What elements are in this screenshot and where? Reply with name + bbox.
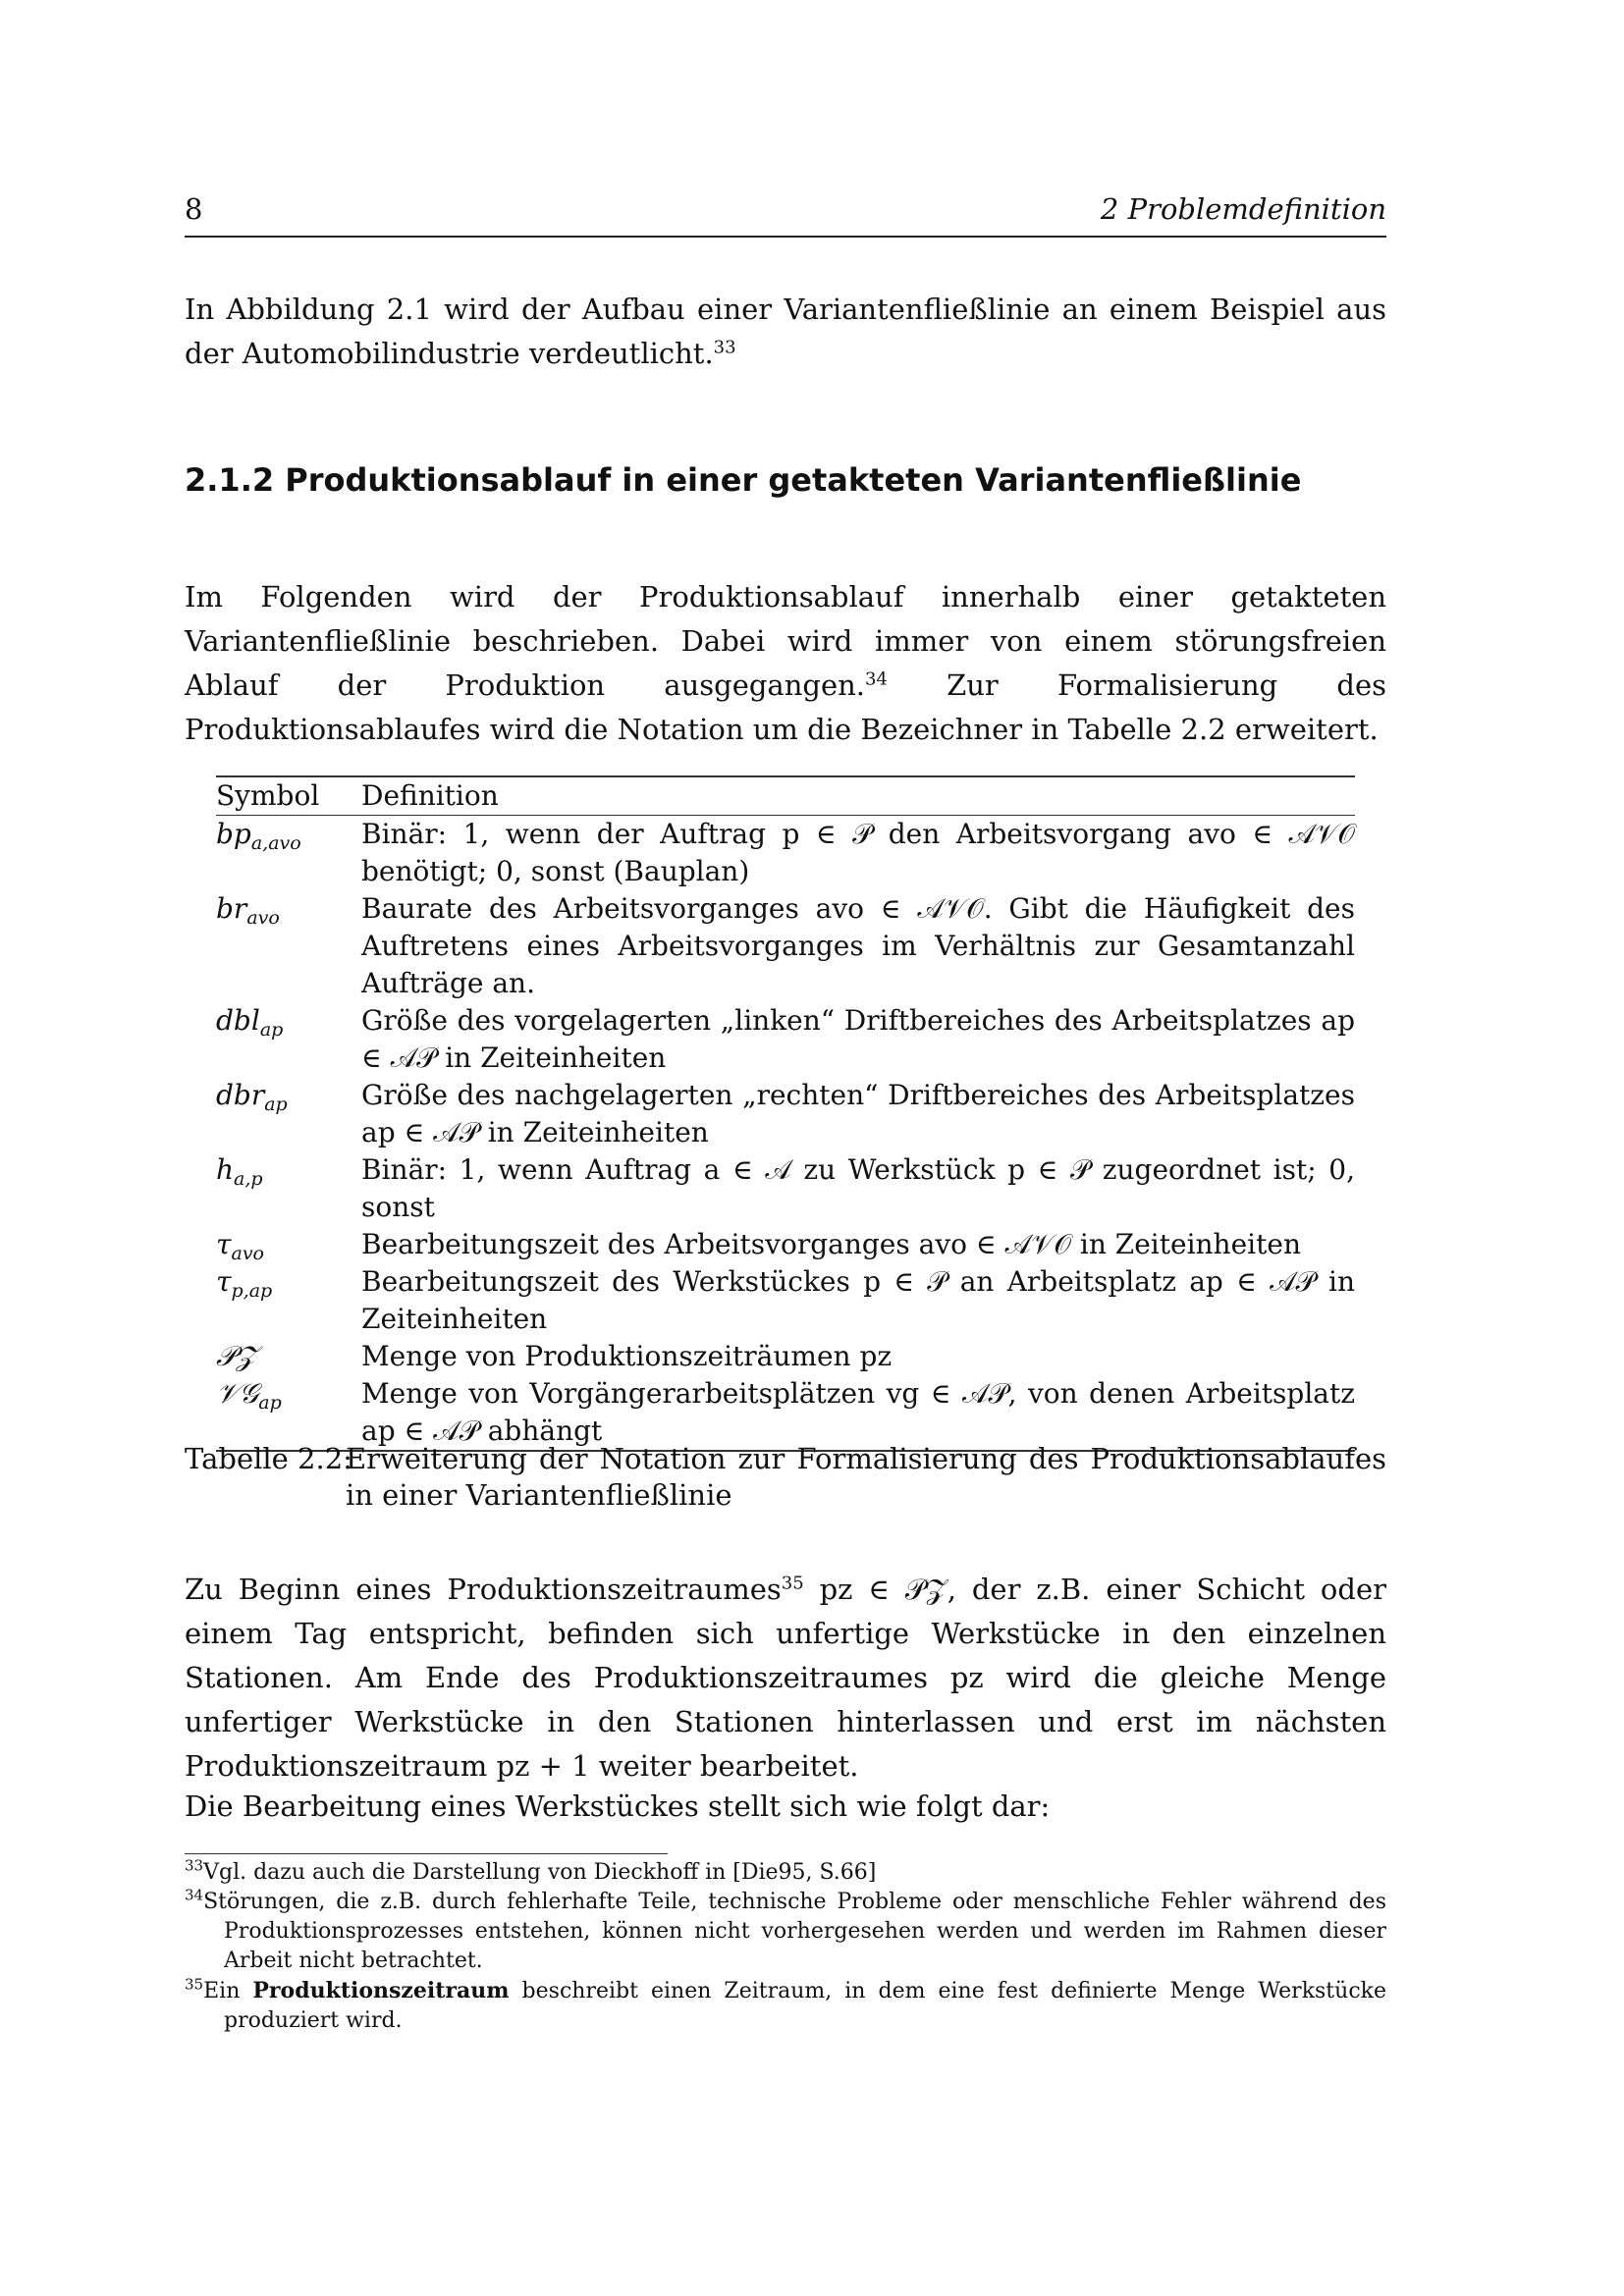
running-chapter-title: 2 Problemdefinition xyxy=(1100,192,1386,226)
footnote-33: $^{33}$Vgl. dazu auch die Darstellung von Dieckhoff in [Die95, S.66] xyxy=(185,1856,877,1885)
body-paragraph-4: Die Bearbeitung eines Werkstückes stellt sich wie folgt dar: xyxy=(185,1789,1051,1823)
section-heading: 2.1.2 Produktionsablauf in einer getakteten Variantenfließlinie xyxy=(185,461,1302,499)
definition-cell: Bearbeitungszeit des Werkstückes p ∈ 𝒫 an Arbeitsplatz ap ∈ 𝒜𝒫 in Zeiteinheiten xyxy=(361,1265,1355,1335)
caption-text: Erweiterung der Notation zur Formalisierung des Produktionsablaufes in einer Variantenfließlinie xyxy=(346,1442,1386,1512)
symbol-cell: $h_{a,p}$ xyxy=(216,1153,263,1190)
para2-text-b: Zur Formalisierung des Produktionsablaufes wird die Notation um die Bezeichner in Tabelle 2.2 erweitert. xyxy=(185,668,1387,746)
table-row xyxy=(216,1002,1355,1077)
definition-cell: Menge von Vorgängerarbeitsplätzen vg ∈ 𝒜𝒫, von denen Arbeitsplatz ap ∈ 𝒜𝒫 abhängt xyxy=(361,1377,1355,1447)
table-header-row xyxy=(216,776,1355,816)
table-caption xyxy=(185,1441,1386,1514)
footnote-ref-33[interactable]: 33 xyxy=(713,337,736,358)
footnote-ref-34[interactable]: 34 xyxy=(865,668,888,690)
table-row xyxy=(216,1151,1355,1226)
para2-text-a: Im Folgenden wird der Produktionsablauf innerhalb einer getakteten Variantenfließlinie beschrieben. Dabei wird immer von einem störungsfreien Ablauf der Produktion ausgegangen. xyxy=(185,580,1386,702)
definition-cell: Baurate des Arbeitsvorganges avo ∈ 𝒜𝒱𝒪. Gibt die Häufigkeit des Auftretens eines Arbeitsvorganges im Verhältnis zur Gesamtanzahl Aufträge an. xyxy=(361,892,1355,999)
caption-label: Tabelle 2.2: xyxy=(185,1442,352,1475)
table-row xyxy=(216,890,1355,1002)
para3-text-a: Zu Beginn eines Produktionszeitraumes xyxy=(185,1573,782,1606)
symbol-cell: dbl$_{ap}$ xyxy=(216,1004,284,1041)
notation-table xyxy=(216,775,1355,1452)
definition-cell: Menge von Produktionszeiträumen pz xyxy=(361,1340,893,1372)
intro-text: In Abbildung 2.1 wird der Aufbau einer Variantenfließlinie an einem Beispiel aus der Automobilindustrie verdeutlicht. xyxy=(185,293,1386,370)
symbol-cell: $br_{avo}$ xyxy=(216,892,280,929)
table-row xyxy=(216,1077,1355,1151)
definition-cell: Binär: 1, wenn der Auftrag p ∈ 𝒫 den Arbeitsvorgang avo ∈ 𝒜𝒱𝒪 benötigt; 0, sonst (Bauplan) xyxy=(361,818,1355,887)
symbol-cell: dbr$_{ap}$ xyxy=(216,1079,288,1115)
symbol-cell: $\tau_{avo}$ xyxy=(216,1228,265,1264)
page-number: 8 xyxy=(185,192,203,226)
footnote-35: $^{35}$Ein Produktionszeitraum beschreibt einen Zeitraum, in dem eine fest definierte Menge Werkstücke produziert wird. xyxy=(185,1975,1386,2033)
page-header xyxy=(185,192,1386,238)
para3-text-b: pz ∈ 𝒫𝒵, der z.B. einer Schicht oder einem Tag entspricht, befinden sich unfertige Werkstücke in den einzelnen Stationen. Am Ende des Produktionszeitraumes pz wird die gleiche Menge unfertiger Werkstücke in den Stationen hinterlassen und erst im nächsten Produktionszeitraum pz + 1 weiter bearbeitet. xyxy=(185,1573,1386,1783)
body-paragraph-3 xyxy=(185,1568,1386,1789)
intro-paragraph xyxy=(185,288,1386,376)
table-row xyxy=(216,816,1355,891)
symbol-cell: $bp_{a,avo}$ xyxy=(216,818,301,854)
header-definition: Definition xyxy=(361,779,499,812)
table-row xyxy=(216,1263,1355,1338)
symbol-cell: 𝒱𝒢$_{ap}$ xyxy=(216,1377,282,1414)
table-row xyxy=(216,1375,1355,1451)
table-row xyxy=(216,1226,1355,1263)
footnote-ref-35[interactable]: 35 xyxy=(781,1573,804,1594)
symbol-cell: $\tau_{p,ap}$ xyxy=(216,1265,273,1302)
footnotes xyxy=(185,1858,1386,2036)
table-row xyxy=(216,1338,1355,1375)
header-symbol: Symbol xyxy=(216,779,320,812)
footnote-34: $^{34}$Störungen, die z.B. durch fehlerhafte Teile, technische Probleme oder menschliche Fehler während des Produktionsprozesses entstehen, können nicht vorhergesehen werden und werden im Rahmen dieser Arbeit nicht betrachtet. xyxy=(185,1886,1386,1973)
definition-cell: Größe des nachgelagerten „rechten“ Driftbereiches des Arbeitsplatzes ap ∈ 𝒜𝒫 in Zeiteinheiten xyxy=(361,1079,1355,1148)
symbol-cell: 𝒫𝒵 xyxy=(216,1340,257,1372)
definition-cell: Größe des vorgelagerten „linken“ Driftbereiches des Arbeitsplatzes ap ∈ 𝒜𝒫 in Zeiteinheiten xyxy=(361,1004,1355,1074)
footnote-rule xyxy=(185,1853,668,1854)
definition-cell: Binär: 1, wenn Auftrag a ∈ 𝒜 zu Werkstück p ∈ 𝒫 zugeordnet ist; 0, sonst xyxy=(361,1153,1355,1223)
definition-cell: Bearbeitungszeit des Arbeitsvorganges avo ∈ 𝒜𝒱𝒪 in Zeiteinheiten xyxy=(361,1228,1301,1260)
body-paragraph-2 xyxy=(185,575,1386,752)
